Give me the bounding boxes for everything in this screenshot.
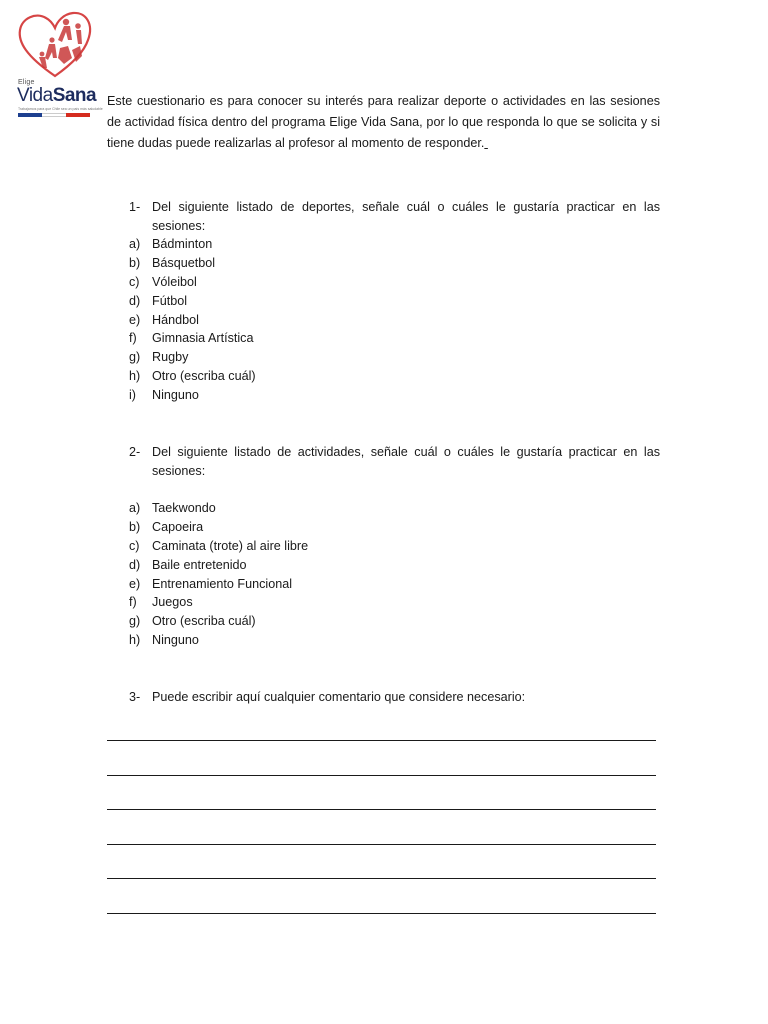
question-text: Del siguiente listado de deportes, señale cuál o cuáles le gustaría practicar en las sesiones: <box>152 200 660 233</box>
intro-paragraph <box>107 91 660 154</box>
question-3 <box>129 688 660 707</box>
intro-text: Este cuestionario es para conocer su interés para realizar deporte o actividades en las sesiones de actividad física dentro del programa Elige Vida Sana, por lo que responda lo que se solicita y si tiene dudas puede realizarlas al profesor al momento de responder. <box>107 94 660 150</box>
list-item: c) Caminata (trote) al aire libre <box>129 538 309 553</box>
vida-sana-logo <box>16 10 103 116</box>
answer-line[interactable] <box>107 844 656 879</box>
question-number: 1- <box>129 200 141 214</box>
question-1-options <box>129 235 256 405</box>
answer-line[interactable] <box>107 775 656 810</box>
comment-lines <box>107 740 656 948</box>
list-item: i) Ninguno <box>129 388 199 403</box>
list-item: e) Entrenamiento Funcional <box>129 576 293 591</box>
list-item: a) Taekwondo <box>129 501 216 515</box>
list-item: b) Capoeira <box>129 519 204 534</box>
list-item: f) Gimnasia Artística <box>129 331 254 346</box>
text-cursor <box>484 136 488 150</box>
list-item: d) Baile entretenido <box>129 557 247 572</box>
logo-color-bar <box>18 113 90 117</box>
answer-line[interactable] <box>107 913 656 948</box>
question-text: Del siguiente listado de actividades, señale cuál o cuáles le gustaría practicar en las sesiones: <box>152 445 660 478</box>
answer-line[interactable] <box>107 878 656 913</box>
question-1 <box>129 198 660 236</box>
list-item: g) Otro (escriba cuál) <box>129 614 256 629</box>
heart-figures-icon <box>16 10 94 80</box>
question-2 <box>129 443 660 481</box>
logo-tagline: Trabajamos para que Chile sea un país más saludable <box>18 107 103 111</box>
answer-line[interactable] <box>107 740 656 775</box>
question-number: 3- <box>129 690 141 704</box>
list-item: a) Bádminton <box>129 237 213 251</box>
list-item: c) Vóleibol <box>129 274 197 289</box>
list-item: e) Hándbol <box>129 312 199 327</box>
question-number: 2- <box>129 445 141 459</box>
logo-wordmark: VidaSana <box>17 85 97 106</box>
question-text: Puede escribir aquí cualquier comentario que considere necesario: <box>152 690 526 704</box>
list-item: g) Rugby <box>129 350 189 365</box>
list-item: d) Fútbol <box>129 293 188 308</box>
answer-line[interactable] <box>107 809 656 844</box>
list-item: f) Juegos <box>129 595 193 610</box>
list-item: b) Básquetbol <box>129 255 216 270</box>
question-2-options <box>129 499 308 650</box>
logo-elige-text: Elige <box>18 79 35 86</box>
list-item: h) Otro (escriba cuál) <box>129 369 256 384</box>
list-item: h) Ninguno <box>129 633 199 648</box>
